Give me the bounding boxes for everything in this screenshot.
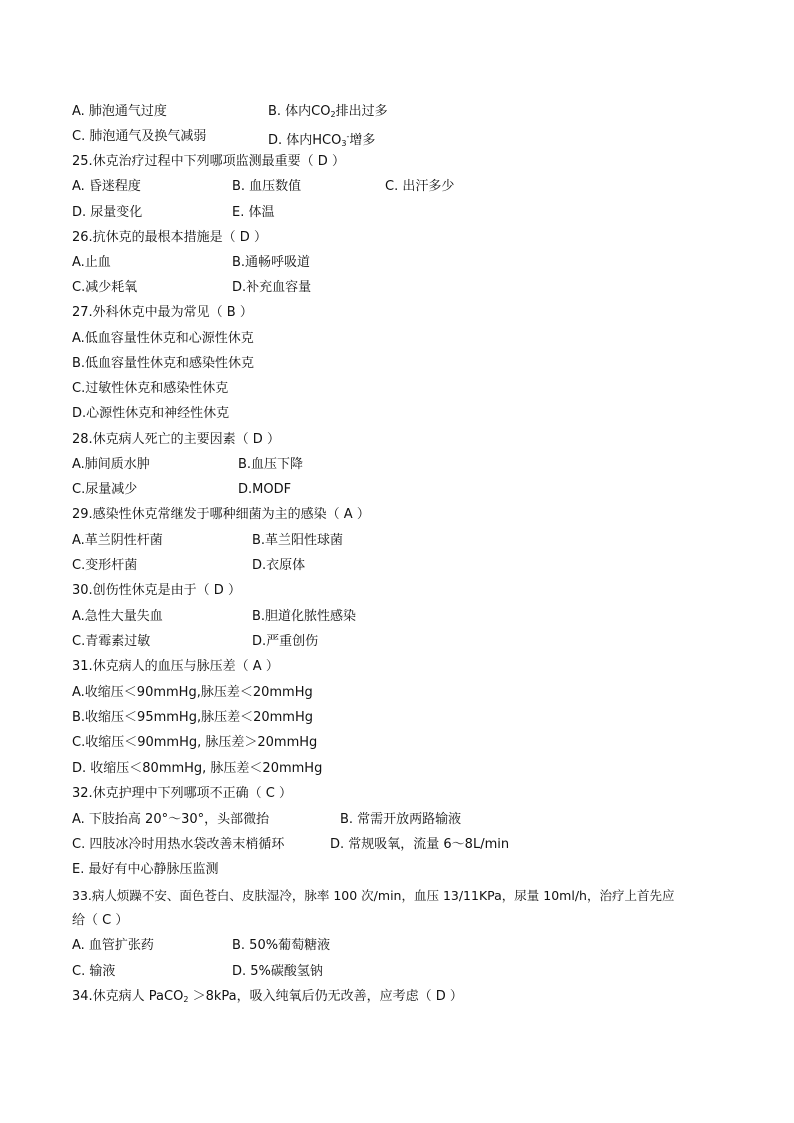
- option-c: C.青霉素过敏: [72, 634, 151, 649]
- question-25: 25.休克治疗过程中下列哪项监测最重要（ D ）: [72, 154, 345, 169]
- option-b-text-end: 排出过多: [335, 104, 388, 119]
- option-a: A.急性大量失血: [72, 609, 163, 624]
- option-d: D. 常规吸氧，流量 6～8L/min: [330, 837, 510, 852]
- q31-option-b: B.收缩压＜95mmHg,脉压差＜20mmHg: [72, 710, 313, 725]
- superscript: -: [346, 132, 350, 141]
- option-d: D.MODF: [238, 482, 292, 497]
- option-a: A.肺间质水肿: [72, 457, 150, 472]
- option-d-text: D. 体内HCO: [268, 133, 342, 148]
- q31-option-a: A.收缩压＜90mmHg,脉压差＜20mmHg: [72, 685, 313, 700]
- q27-option-b: B.低血容量性休克和感染性休克: [72, 356, 255, 371]
- option-b: B. 血压数值: [232, 179, 302, 194]
- option-a: A.革兰阴性杆菌: [72, 533, 163, 548]
- option-e: E. 体温: [232, 205, 275, 220]
- question-31: 31.休克病人的血压与脉压差（ A ）: [72, 659, 279, 674]
- option-c: C. 输液: [72, 964, 116, 979]
- subscript: 3: [341, 139, 347, 148]
- option-b: B.通畅呼吸道: [232, 255, 311, 270]
- option-a: A. 下肢抬高 20°～30°，头部微抬: [72, 812, 270, 827]
- option-d: D.严重创伤: [252, 634, 319, 649]
- subscript: 2: [330, 110, 336, 119]
- option-b: B.胆道化脓性感染: [252, 609, 357, 624]
- option-a: A.止血: [72, 255, 111, 270]
- option-b: B.革兰阳性球菌: [252, 533, 344, 548]
- q27-option-d: D.心源性休克和神经性休克: [72, 406, 230, 421]
- option-b-text: B. 体内CO: [268, 104, 331, 119]
- question-34: [72, 987, 463, 1007]
- q31-option-c: C.收缩压＜90mmHg, 脉压差＞20mmHg: [72, 735, 318, 750]
- option-a: A. 血管扩张药: [72, 938, 154, 953]
- question-34-text: 34.休克病人 PaCO: [72, 989, 184, 1004]
- question-33-line1: 33.病人烦躁不安、面色苍白、皮肤湿冷，脉率 100 次/min，血压 13/11KPa，尿量 10ml/h，治疗上首先应: [72, 888, 675, 903]
- option-a: A. 昏迷程度: [72, 179, 141, 194]
- question-27: 27.外科休克中最为常见（ B ）: [72, 305, 253, 320]
- q32-option-e: E. 最好有中心静脉压监测: [72, 862, 219, 877]
- option-b: B.血压下降: [238, 457, 304, 472]
- option-d: D.衣原体: [252, 558, 306, 573]
- option-b: [268, 102, 388, 125]
- option-d: D. 尿量变化: [72, 205, 143, 220]
- question-30: 30.创伤性休克是由于（ D ）: [72, 583, 241, 598]
- option-c: C.减少耗氧: [72, 280, 138, 295]
- subscript: 2: [183, 995, 189, 1004]
- option-c: C.变形杆菌: [72, 558, 138, 573]
- q31-option-d: D. 收缩压＜80mmHg, 脉压差＜20mmHg: [72, 761, 323, 776]
- question-32: 32.休克护理中下列哪项不正确（ C ）: [72, 786, 293, 801]
- option-c: C. 肺泡通气及换气减弱: [72, 129, 207, 144]
- option-d-text-end: 增多: [349, 133, 376, 148]
- option-b: B. 50%葡萄糖液: [232, 938, 331, 953]
- option-c: C. 出汗多少: [385, 179, 455, 194]
- question-29: 29.感染性休克常继发于哪种细菌为主的感染（ A ）: [72, 507, 370, 522]
- q27-option-a: A.低血容量性休克和心源性休克: [72, 331, 254, 346]
- question-28: 28.休克病人死亡的主要因素（ D ）: [72, 432, 280, 447]
- q27-option-c: C.过敏性休克和感染性休克: [72, 381, 229, 396]
- option-a: A. 肺泡通气过度: [72, 104, 167, 119]
- option-d: D.补充血容量: [232, 280, 312, 295]
- option-b: B. 常需开放两路输液: [340, 812, 462, 827]
- option-c: C. 四肢冰冷时用热水袋改善末梢循环: [72, 837, 285, 852]
- option-c: C.尿量减少: [72, 482, 138, 497]
- option-d: D. 5%碳酸氢钠: [232, 964, 323, 979]
- question-34-text-end: ＞8kPa，吸入纯氧后仍无改善，应考虑（ D ）: [188, 989, 463, 1004]
- question-33-line2: 给（ C ）: [72, 913, 129, 928]
- option-d: [268, 127, 375, 154]
- question-26: 26.抗休克的最根本措施是（ D ）: [72, 230, 267, 245]
